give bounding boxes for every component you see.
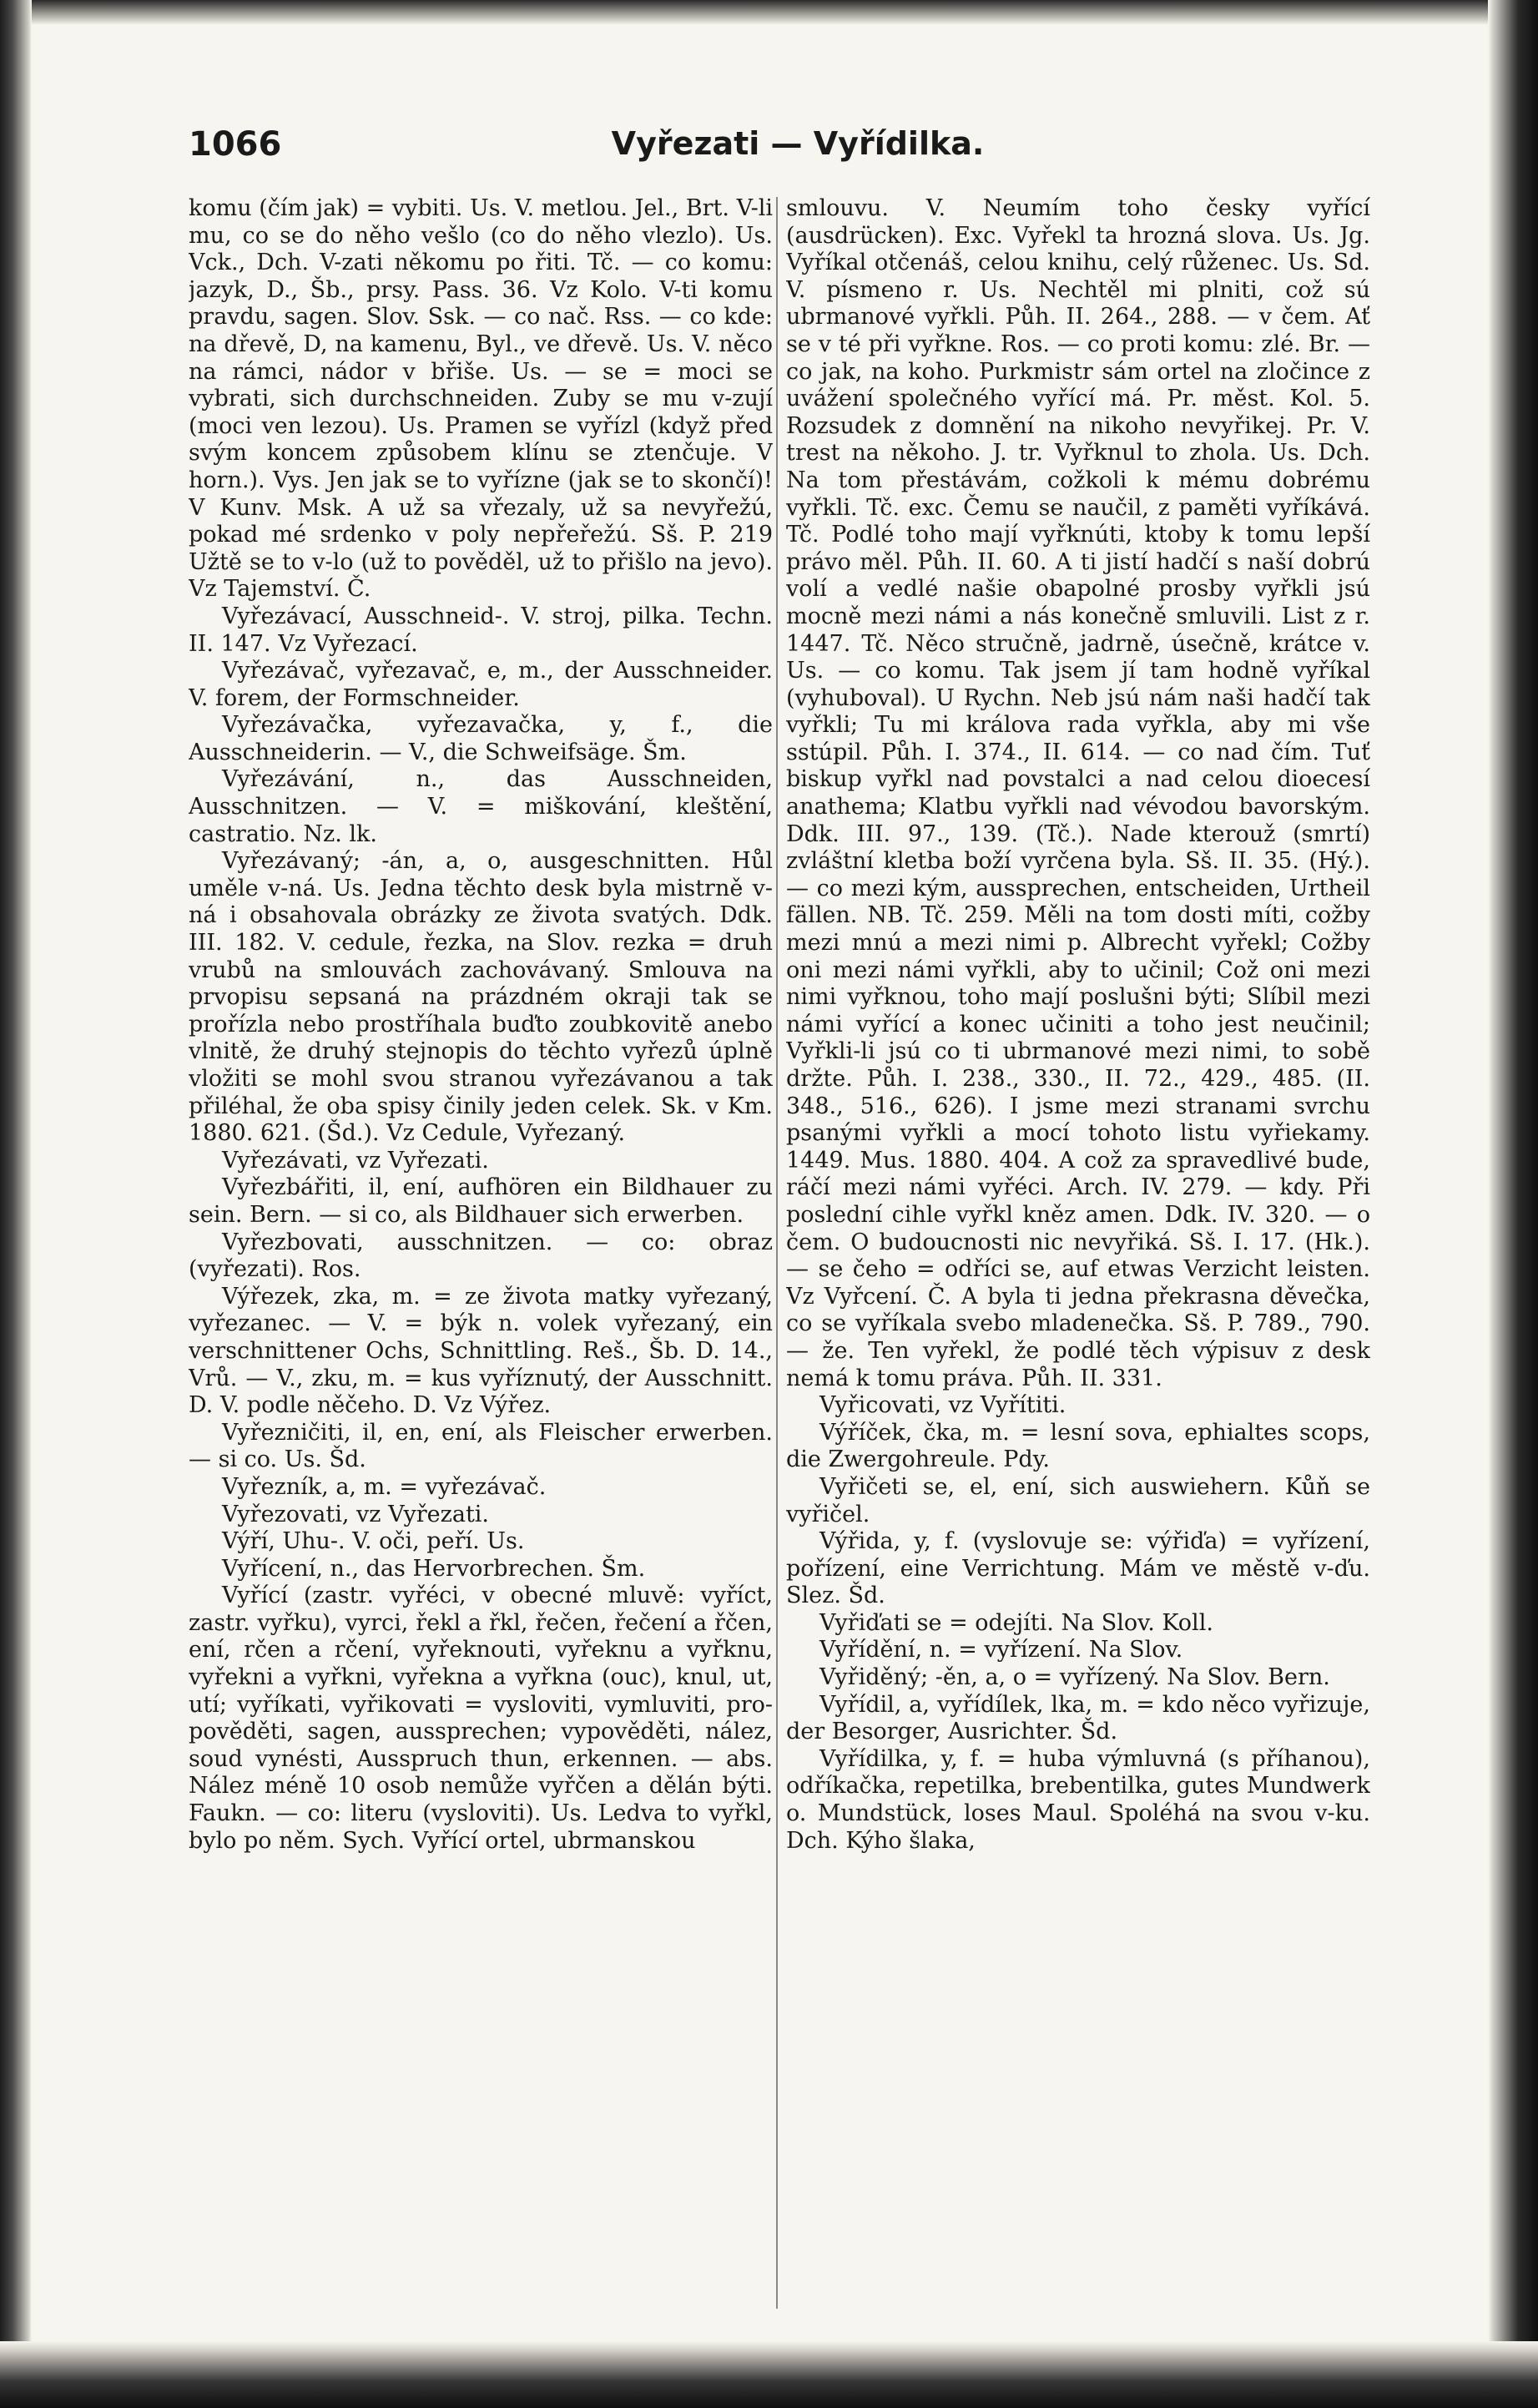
- scan-edge-top: [0, 0, 1538, 25]
- entry: Vyřezávací, Ausschneid-. V. stroj, pilka. Techn. II. 147. Vz Vyřezací.: [189, 603, 773, 657]
- entry: Vyřezávati, vz Vyřezati.: [222, 1147, 489, 1174]
- entry: Výřida, y, f. (vyslovuje se: výřiďa) = vyřízení, pořízení, eine Verrichtung. Mám ve městě v-ďu. Slez. Šd.: [786, 1528, 1370, 1609]
- entry: Výřezek, zka, m. = ze života matky vyřezaný, vyřezanec. — V. = býk n. volek vyřezaný, ein verschnittener Ochs, Schnittling. Reš., Šb. D. 14., Vrů. — V., zku, m. = kus vyříznutý, der Ausschnitt. D. V. podle něčeho. D. Vz Výřez.: [189, 1283, 773, 1419]
- column-divider: [776, 197, 778, 2309]
- entry: Vyřícení, n., das Hervorbrechen. Šm.: [222, 1555, 646, 1582]
- page-header: [189, 125, 1407, 175]
- scan-edge-right: [1488, 0, 1538, 2408]
- entry: Vyřezávačka, vyřezavačka, y, f., die Ausschneiderin. — V., die Schweifsäge. Šm.: [189, 712, 773, 765]
- entry: Vyřezbovati, ausschnitzen. — co: obraz (vyřezati). Ros.: [189, 1229, 773, 1283]
- entry: Vyřezávač, vyřezavač, e, m., der Ausschneider. V. forem, der Formschneider.: [189, 658, 773, 711]
- entry: komu (čím jak) = vybiti. Us. V. metlou. Jel., Brt. V-li mu, co se do něho vešlo (co do něho vlezlo). Us. Vck., Dch. V-zati někomu po řiti. Tč. — co komu: jazyk, D., Šb., prsy. Pass. 36. Vz Kolo. V-ti komu pravdu, sagen. Slov. Ssk. — co nač. Rss. — co kde: na dřevě, D, na kamenu, Byl., ve dřevě. Us. V. něco na rámci, nádor v břiše. Us. — se = moci se vybrati, sich durchschneiden. Zuby se mu v-zují (moci ven lezou). Us. Pramen se vyřízl (když před svým koncem způsobem klínu se ztenčuje. V horn.). Vys. Jen jak se to vyřízne (jak se to skončí)! V Kunv. Msk. A už sa vřezaly, už sa nevyřežú, pokad mé srdenko v poly nepřeřežú. Sš. P. 219 Užtě se to v-lo (už to pověděl, už to přišlo na jevo). Vz Tajemství. Č.: [189, 195, 773, 603]
- entry: Vyřídilka, y, f. = huba výmluvná (s příhanou), odříkačka, repetilka, brebentilka, gutes Mundwerk o. Mundstück, loses Maul. Spoléhá na svou v-ku. Dch. Kýho šlaka,: [786, 1745, 1370, 1854]
- entry: Vyřezničiti, il, en, ení, als Fleischer erwerben. — si co. Us. Šd.: [189, 1419, 773, 1473]
- entry: Vyřezník, a, m. = vyřezávač.: [222, 1473, 547, 1500]
- entry: Vyřezbářiti, il, ení, aufhören ein Bildhauer zu sein. Bern. — si co, als Bildhauer sich erwerben.: [189, 1174, 773, 1228]
- entry: Vyřiděný; -ěn, a, o = vyřízený. Na Slov. Bern.: [819, 1664, 1330, 1691]
- entry: Vyřičeti se, el, ení, sich auswiehern. Kůň se vyřičel.: [786, 1473, 1370, 1527]
- page-number: 1066: [189, 125, 282, 164]
- scan-edge-bottom: [0, 2341, 1538, 2408]
- entry: Vyřídil, a, vyřídílek, lka, m. = kdo něco vyřizuje, der Besorger, Ausrichter. Šd.: [786, 1691, 1370, 1745]
- running-title: Vyřezati — Vyřídilka.: [611, 125, 985, 162]
- entry: Vyřicovati, vz Vyřítiti.: [819, 1392, 1067, 1419]
- entry: smlouvu. V. Neumím toho česky vyřící (ausdrücken). Exc. Vyřekl ta hrozná slova. Us. Jg. Vyříkal otčenáš, celou knihu, celý růženec. Us. Sd. V. písmeno r. Us. Nechtěl mi plniti, což sú ubrmanové vyřkli. Půh. II. 264., 288. — v čem. Ať se v té při vyřkne. Ros. — co proti komu: zlé. Br. — co jak, na koho. Purkmistr sám ortel na zločince z uvážení společného vyřící má. Pr. měst. Kol. 5. Rozsudek z domnění na nikoho nevyřikej. Pr. V. trest na někoho. J. tr. Vyřknul to zhola. Us. Dch. Na tom přestávám, cožkoli k mému dobrému vyřkli. Tč. exc. Čemu se naučil, z paměti vyříkává. Tč. Podlé toho mají vyřknúti, ktoby k tomu lepší právo měl. Půh. II. 60. A ti jistí hadčí s naší dobrú volí a vedlé našie obapolné prosby vyřkli jsú mocně mezi námi a nás konečně smluvili. List z r. 1447. Tč. Něco stručně, jadrně, úsečně, krátce v. Us. — co komu. Tak jsem jí tam hodně vyříkal (vyhuboval). U Rychn. Neb jsú nám naši hadčí tak vyřkli; Tu mi králova rada vyřkla, aby mi vše sstúpil. Půh. I. 374., II. 614. — co nad čím. Tuť biskup vyřkl nad povstalci a nad celou dioecesí anathema; Klatbu vyřkli nad vévodou bavorským. Ddk. III. 97., 139. (Tč.). Nade kterouž (smrtí) zvláštní kletba boží vyrčena byla. Sš. II. 35. (Hý.). — co mezi kým, aussprechen, entscheiden, Urtheil fällen. NB. Tč. 259. Měli na tom dosti míti, cožby mezi mnú a mezi nimi p. Albrecht vyřekl; Cožby oni mezi námi vyřkli, aby to učinil; Což oni mezi nimi vyřknou, toho mají poslušni býti; Slíbil mezi námi vyřící a konec učiniti a toho jest neučinil; Vyřkli-li jsú co ti ubrmanové mezi nimi, to sobě držte. Půh. I. 238., 330., II. 72., 429., 485. (II. 348., 516., 626). I jsme mezi stranami svrchu psanými vyřkli a mocí tohoto listu vyřiekamy. 1449. Mus. 1880. 404. A což za spravedlivé bude, ráčí mezi námi vyřéci. Arch. IV. 279. — kdy. Při poslední cihle vyřkl kněz amen. Ddk. IV. 320. — o čem. O budoucnosti nic nevyřiká. Sš. I. 17. (Hk.). — se čeho = odříci se, auf etwas Verzicht leisten. Vz Vyřcení. Č. A byla ti jedna překrasna děvečka, co se vyříkala svebo mladenečka. Sš. P. 789., 790. — že. Ten vyřekl, že podlé těch výpisuv z desk nemá k tomu práva. Půh. II. 331.: [786, 195, 1370, 1391]
- entry: Vyřezávaný; -án, a, o, ausgeschnitten. Hůl uměle v-ná. Us. Jedna těchto desk byla mistrně v-ná i obsahovala obrázky ze života svatých. Ddk. III. 182. V. cedule, řezka, na Slov. rezka = druh vrubů na smlouvách zachovávaný. Smlouva na prvopisu sepsaná na prázdném okraji tak se prořízla nebo prostříhala buďto zoubkovitě anebo vlnitě, že druhý stejnopis do těchto vyřezů úplně vložiti se mohl svou stranou vyřezávanou a tak přiléhal, že oba spisy činily jeden celek. Sk. v Km. 1880. 621. (Šd.). Vz Cedule, Vyřezaný.: [189, 848, 773, 1147]
- right-column: [786, 195, 1370, 2311]
- scan-edge-left: [0, 0, 32, 2408]
- entry: Vyřiďati se = odejíti. Na Slov. Koll.: [819, 1609, 1213, 1636]
- left-column: [189, 195, 773, 2311]
- entry: Vyřídění, n. = vyřízení. Na Slov.: [819, 1637, 1183, 1663]
- entry: Výříček, čka, m. = lesní sova, ephialtes scops, die Zwergohreule. Pdy.: [786, 1419, 1370, 1473]
- entry: Výří, Uhu-. V. oči, peří. Us.: [222, 1528, 525, 1555]
- entry: Vyřící (zastr. vyřéci, v obecné mluvě: vyříct, zastr. vyřku), vyrci, řekl a řkl, řečen, řečení a řčen, ení, rčen a rčení, vyřeknouti, vyřeknu a vyřknu, vyřekni a vyřkni, vyřekna a vyřkna (ouc), knul, ut, utí; vyříkati, vyřikovati = vysloviti, vymluviti, pro-pověděti, sagen, aussprechen; vypověděti, nález, soud vynésti, Ausspruch thun, erkennen. — abs. Nález méně 10 osob nemůže vyřčen a dělán býti. Faukn. — co: literu (vysloviti). Us. Ledva to vyřkl, bylo po něm. Sych. Vyřící ortel, ubrmanskou: [189, 1583, 773, 1854]
- entry: Vyřezovati, vz Vyřezati.: [222, 1501, 490, 1527]
- entry: Vyřezávání, n., das Ausschneiden, Ausschnitzen. — V. = miškování, kleštění, castratio. Nz. lk.: [189, 766, 773, 847]
